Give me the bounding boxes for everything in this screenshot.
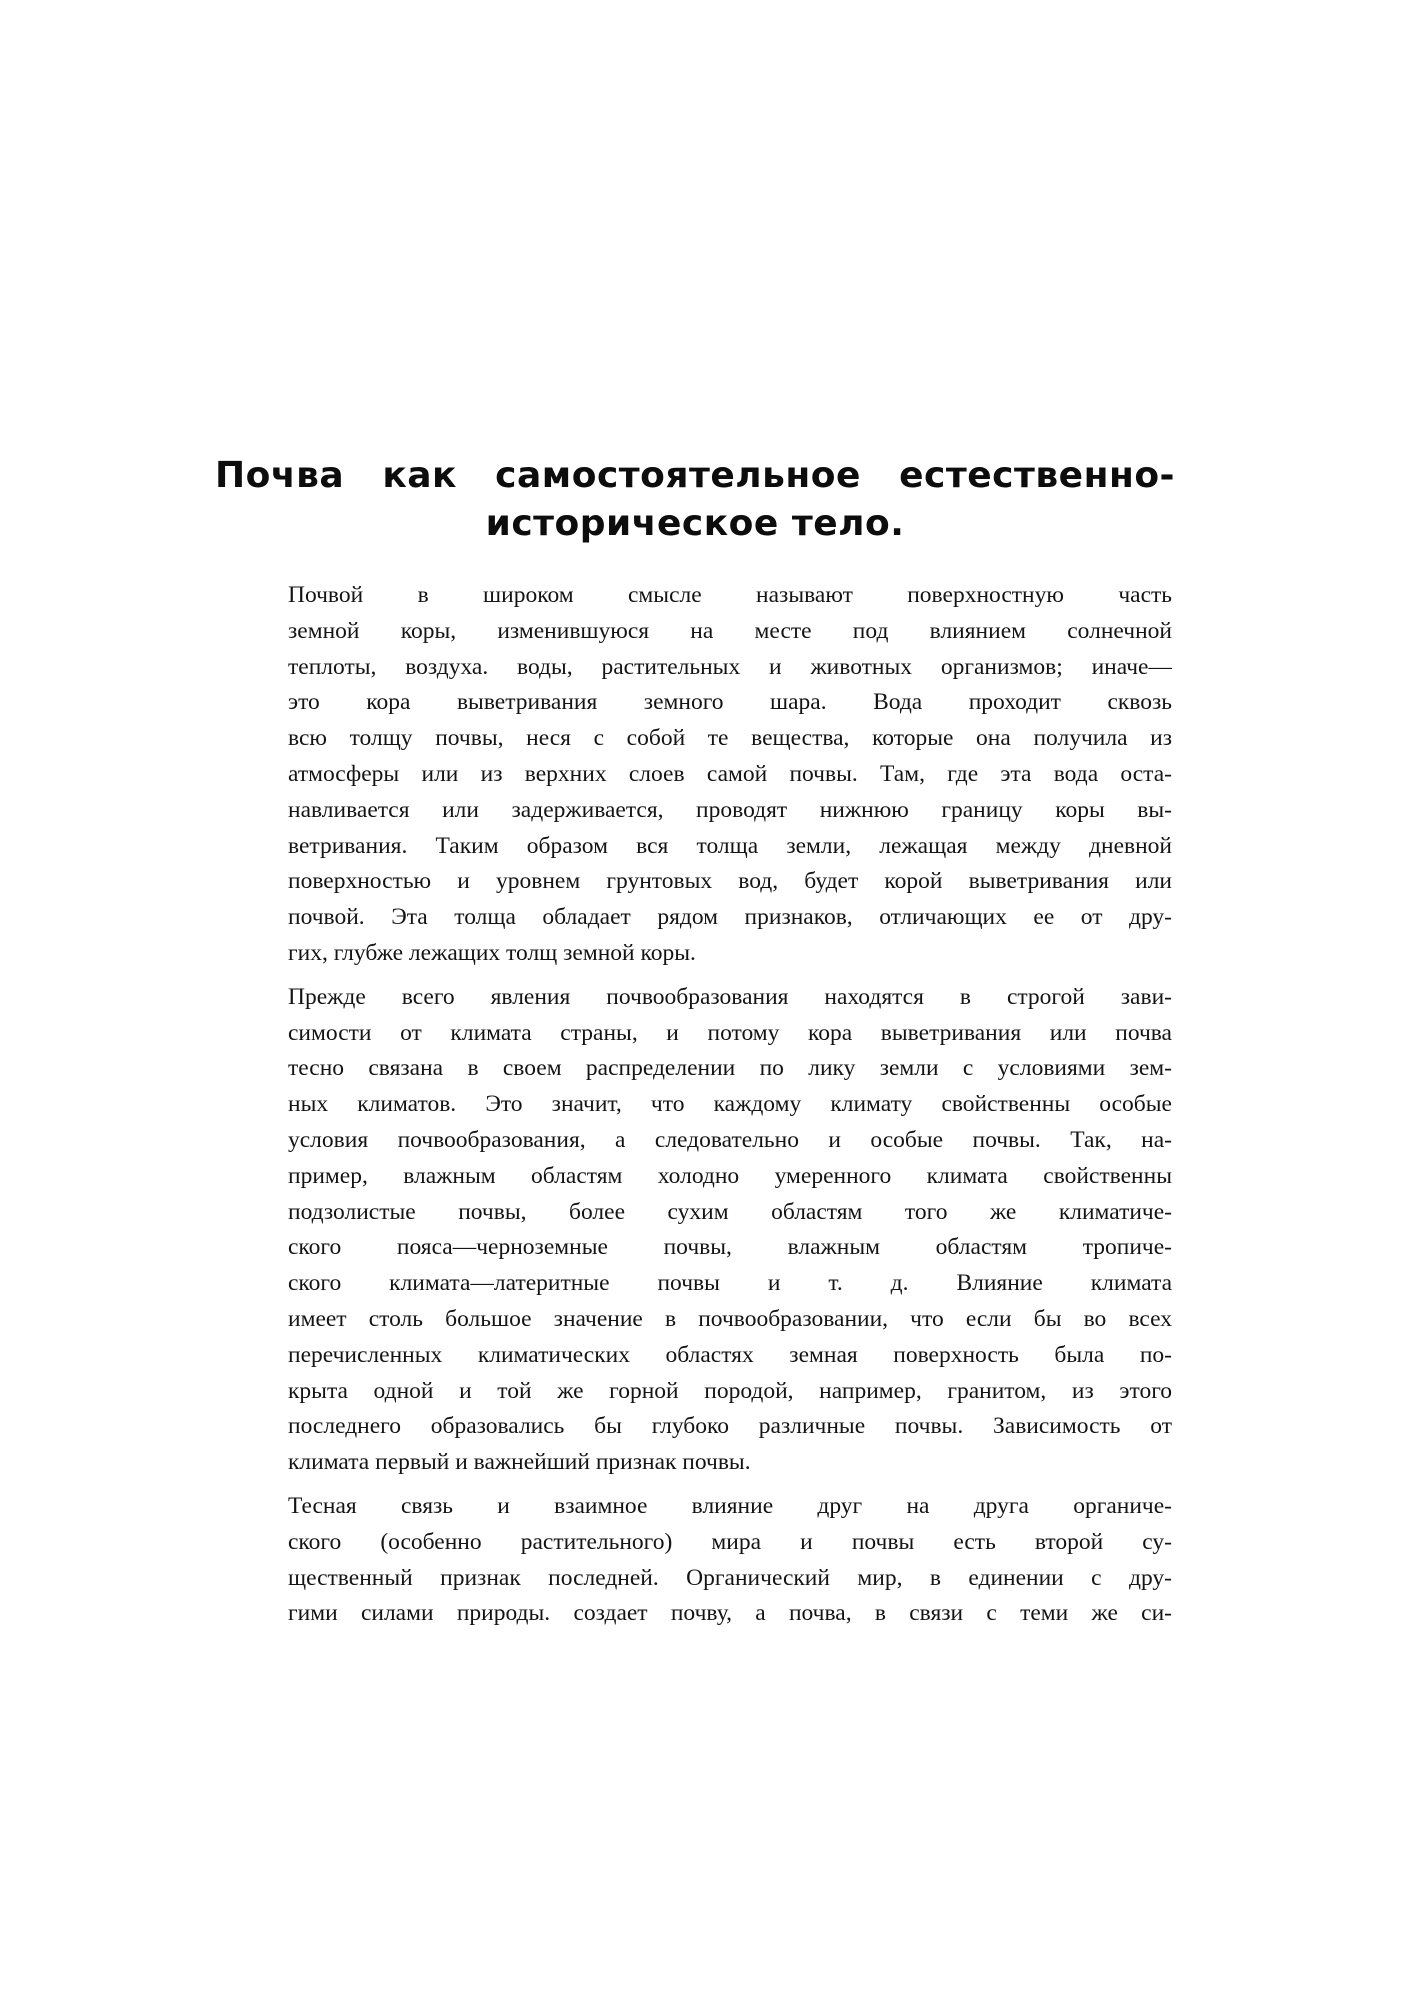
text-line: ных климатов. Это значит, что каждому климату свойственны особые (288, 1091, 1172, 1118)
text-line: Прежде всего явления почвообразования находятся в строгой зави- (288, 983, 1172, 1010)
paragraph (288, 578, 1172, 972)
text-line: щественный признак последней. Органический мир, в единении с дру- (288, 1564, 1172, 1591)
text-line: теплоты, воздуха. воды, растительных и животных организмов; иначе— (288, 653, 1172, 680)
text-line: всю толщу почвы, неся с собой те вещества, которые она получила из (288, 725, 1172, 752)
text-line: это кора выветривания земного шара. Вода проходит сквозь (288, 689, 1172, 716)
text-line: последнего образовались бы глубоко различные почвы. Зависимость от (288, 1413, 1172, 1440)
text-line: ского климата—латеритные почвы и т. д. Влияние климата (288, 1270, 1172, 1297)
text-line: ского пояса—черноземные почвы, влажным областям тропиче- (288, 1234, 1172, 1261)
body-text (288, 578, 1172, 1632)
text-line: условия почвообразования, а следовательно и особые почвы. Так, на- (288, 1126, 1172, 1153)
text-line: подзолистые почвы, более сухим областям того же климатиче- (288, 1198, 1172, 1225)
text-line: Почвой в широком смысле называют поверхностную часть (288, 582, 1172, 608)
page-title (215, 452, 1175, 548)
title-line-1: Почва как самостоятельное естественно- (215, 455, 1175, 496)
text-line: поверхностью и уровнем грунтовых вод, будет корой выветривания или (288, 868, 1172, 895)
text-line: гих, глубже лежащих толщ земной коры. (288, 939, 696, 966)
text-line: гими силами природы. создает почву, а почва, в связи с теми же си- (288, 1600, 1172, 1627)
paragraph (288, 1489, 1172, 1632)
text-line: имеет столь большое значение в почвообразовании, что если бы во всех (288, 1305, 1172, 1332)
text-line: тесно связана в своем распределении по лику земли с условиями зем- (288, 1055, 1172, 1082)
text-line: климата первый и важнейший признак почвы. (288, 1449, 751, 1476)
text-line: атмосферы или из верхних слоев самой почвы. Там, где эта вода оста- (288, 760, 1172, 787)
text-line: почвой. Эта толща обладает рядом признаков, отличающих ее от дру- (288, 904, 1172, 931)
text-line: ского (особенно растительного) мира и почвы есть второй су- (288, 1528, 1172, 1555)
text-line: пример, влажным областям холодно умеренного климата свойственны (288, 1162, 1172, 1189)
text-line: симости от климата страны, и потому кора выветривания или почва (288, 1019, 1172, 1046)
text-line: ветривания. Таким образом вся толща земли, лежащая между дневной (288, 832, 1172, 859)
text-line: навливается или задерживается, проводят нижнюю границу коры вы- (288, 796, 1172, 823)
text-line: Тесная связь и взаимное влияние друг на друга органиче- (288, 1492, 1172, 1519)
text-line: крыта одной и той же горной породой, например, гранитом, из этого (288, 1377, 1172, 1404)
paragraph (288, 980, 1172, 1481)
text-line: перечисленных климатических областях земная поверхность была по- (288, 1341, 1172, 1368)
text-line: земной коры, изменившуюся на месте под влиянием солнечной (288, 617, 1172, 644)
title-line-2: историческое тело. (485, 503, 905, 544)
